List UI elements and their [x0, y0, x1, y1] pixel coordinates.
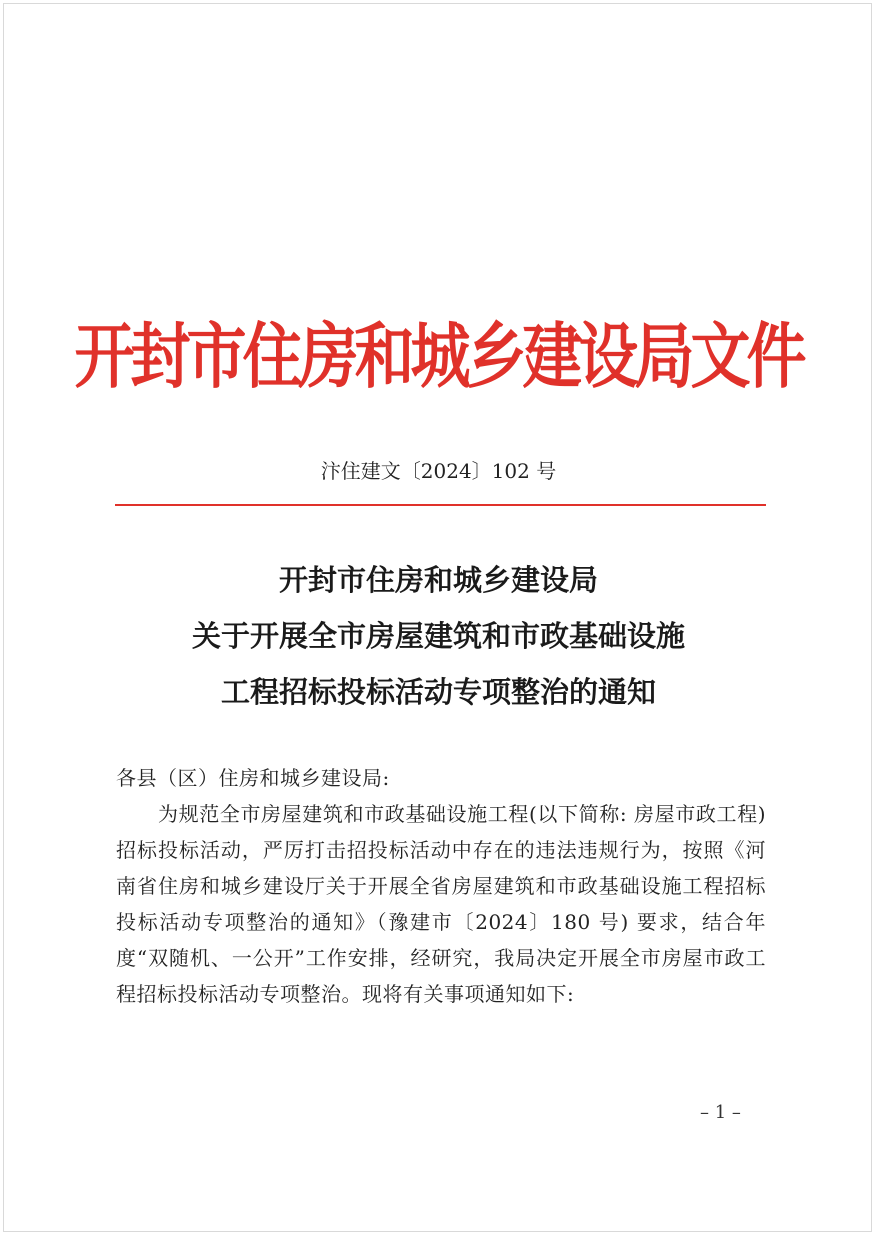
salutation: 各县（区）住房和城乡建设局: — [116, 766, 390, 790]
notice-title — [0, 552, 877, 720]
document-number: 汴住建文〔2024〕102 号 — [320, 459, 557, 483]
red-divider-line — [115, 504, 766, 506]
masthead-title: 开封市住房和城乡建设局文件 — [74, 315, 803, 399]
page-number: – 1 – — [700, 1102, 741, 1123]
title-line-2: 关于开展全市房屋建筑和市政基础设施 — [191, 619, 685, 653]
paragraph-1: 为规范全市房屋建筑和市政基础设施工程(以下简称: 房屋市政工程) 招标投标活动，严厉打击招投标活动中存在的违法违规行为，按照《河南省住房和城乡建设厅关于开展全省房屋建筑和市政基础设施工程招标投标活动专项整治的通知》（豫建市〔2024〕180 号) 要求，结合年度“双随机、一公开”工作安排，经研究，我局决定开展全市房屋市政工程招标投标活动专项整治。现将有关事项通知如下: — [116, 802, 766, 1006]
body-content — [116, 760, 766, 1012]
title-line-3: 工程招标投标活动专项整治的通知 — [220, 675, 656, 709]
title-line-1: 开封市住房和城乡建设局 — [278, 563, 598, 597]
